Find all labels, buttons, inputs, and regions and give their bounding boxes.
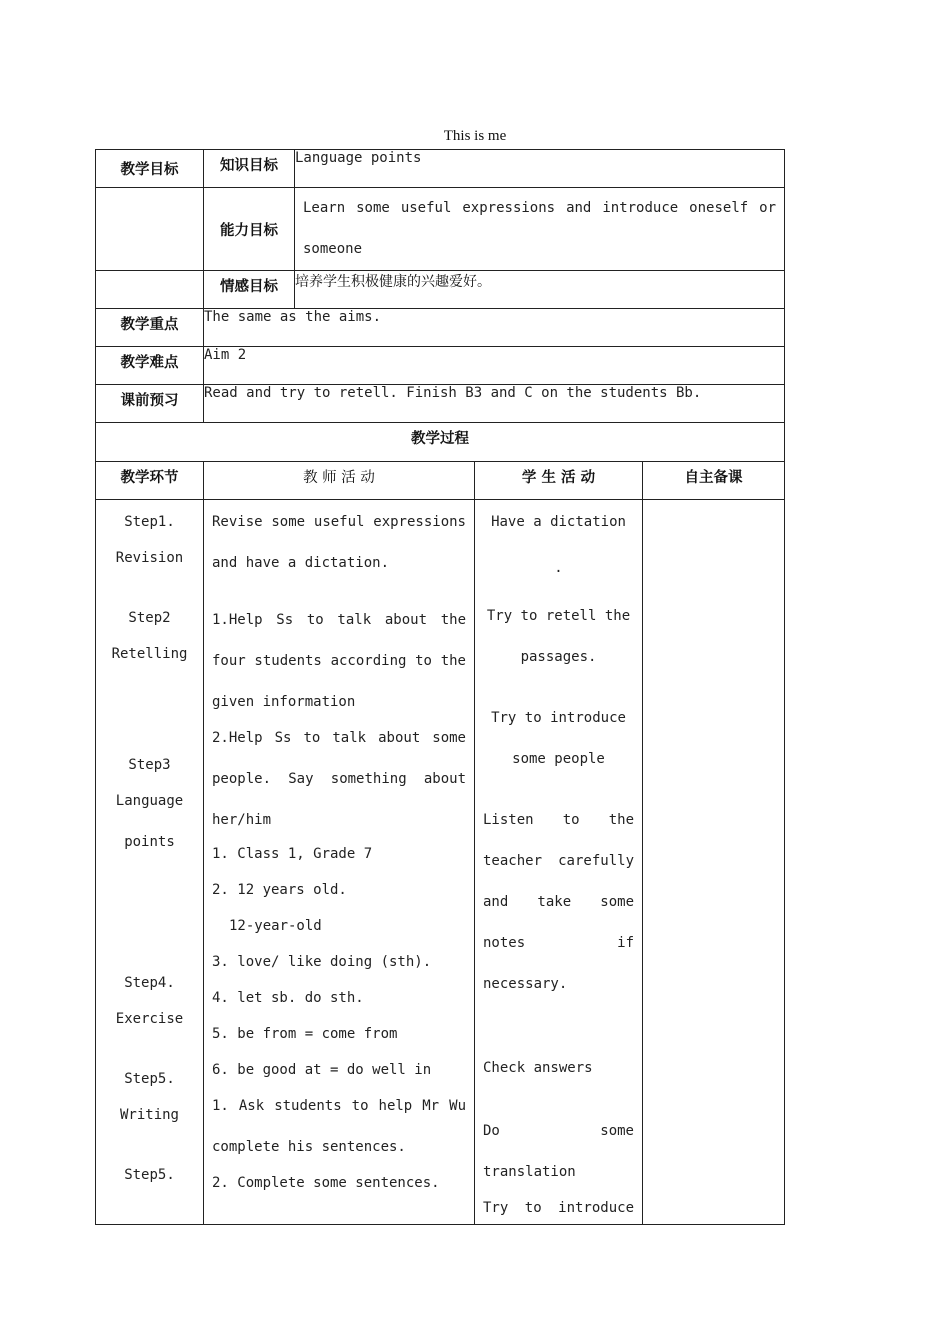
knowledge-objective-text: Language points [295,150,785,188]
header-stage: 教学环节 [96,462,204,500]
key-points-text: The same as the aims. [204,309,785,347]
empty-cell [96,188,204,271]
row-process-title [96,423,785,462]
emotion-objective-label: 情感目标 [204,271,295,309]
row-difficulties [96,347,785,385]
row-process-body [96,500,785,1225]
row-knowledge-objective [96,150,785,188]
empty-cell [96,271,204,309]
student-activities: Have a dictation . Try to retell the passages. Try to introduce some people Listen to the teacher carefully and take some notes if necessary. Check answers Do some translation Try to introduce [475,500,643,1225]
row-key-points [96,309,785,347]
row-preview [96,385,785,423]
emotion-objective-text: 培养学生积极健康的兴趣爱好。 [295,271,785,309]
process-title: 教学过程 [96,423,785,462]
ability-objective-label: 能力目标 [204,188,295,271]
key-points-label: 教学重点 [96,309,204,347]
ability-objective-text: Learn some useful expressions and introduce oneself or someone [295,188,785,271]
document-title: This is me [443,128,507,144]
lesson-plan-table [95,149,785,1225]
header-student: 学 生 活 动 [475,462,643,500]
teacher-activities: Revise some useful expressions and have a dictation. 1.Help Ss to talk about the four students according to the given information 2.Help Ss to talk about some people. Say something about her/him 1. Class 1, Grade 7 2. 12 years old. 12-year-old 3. love/ like doing (sth). 4. let sb. do sth. 5. be from = come from 6. be good at = do well in 1. Ask students to help Mr Wu complete his sentences. 2. Complete some sentences. [204,500,475,1225]
difficulties-text: Aim 2 [204,347,785,385]
row-emotion-objective [96,271,785,309]
header-notes: 自主备课 [643,462,785,500]
knowledge-objective-label: 知识目标 [204,150,295,188]
objectives-label: 教学目标 [96,150,204,188]
stage-column: Step1. Revision Step2 Retelling Step3 Language points Step4. Exercise Step5. Writing Step5. [96,500,204,1225]
row-ability-objective [96,188,785,271]
row-process-headers [96,462,785,500]
preview-label: 课前预习 [96,385,204,423]
difficulties-label: 教学难点 [96,347,204,385]
preview-text: Read and try to retell. Finish B3 and C on the students Bb. [204,385,785,423]
header-teacher: 教 师 活 动 [204,462,475,500]
self-prep-notes-column [643,500,785,1225]
